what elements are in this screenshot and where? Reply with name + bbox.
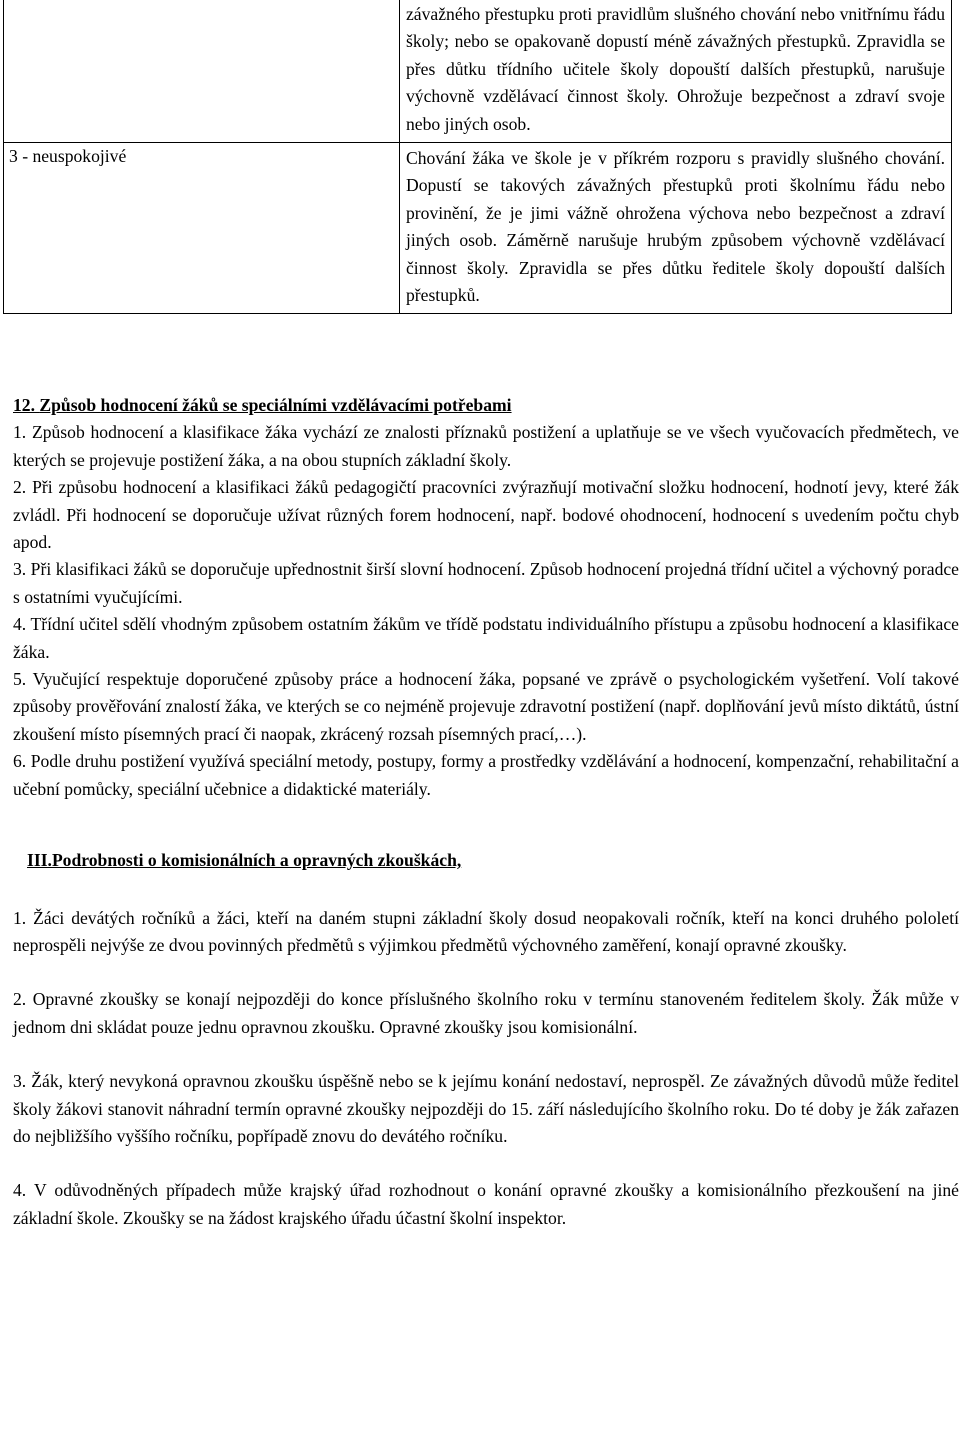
spacer <box>13 959 959 986</box>
grade-description-cell: Chování žáka ve škole je v příkrém rozporu s pravidly slušného chování. Dopustí se takových závažných přestupků proti školnímu řádu nebo provinění, že je jimi vážně ohrožena výchova nebo bezpečnost a zdraví jiných osob. Záměrně narušuje hrubým způsobem výchovně vzdělávací činnost školy. Zpravidla se přes důtku ředitele školy dopouští dalších přestupků. <box>400 143 952 314</box>
spacer <box>13 1150 959 1177</box>
spacer <box>13 875 959 905</box>
list-item: 3. Žák, který nevykoná opravnou zkoušku úspěšně nebo se k jejímu konání nedostaví, neprospěl. Ze závažných důvodů může ředitel školy žákovi stanovit náhradní termín opravné zkoušky nejpozději do 15. září následujícího školního roku. Do té doby je žák zařazen do nejbližšího vyššího ročníku, popřípadě znovu do devátého ročníku. <box>13 1071 959 1146</box>
table-row <box>4 143 952 314</box>
list-item: 5. Vyučující respektuje doporučené způsoby práce a hodnocení žáka, popsané ve zprávě o psychologickém vyšetření. Volí takové způsoby prověřování znalostí žáka, ve kterých se co nejméně projevuje zdravotní postižení (např. doplňování jevů místo diktátů, ústní zkoušení místo písemných prací či naopak, zkrácený rozsah písemných prací,…). <box>13 669 959 744</box>
list-item: 4. V odůvodněných případech může krajský úřad rozhodnout o konání opravné zkoušky a komisionálního přezkoušení na jiné základní škole. Zkoušky se na žádost krajského úřadu účastní školní inspektor. <box>13 1180 959 1228</box>
table-row <box>4 0 952 143</box>
spacer <box>13 1041 959 1068</box>
grade-label-cell: 3 - neuspokojivé <box>4 143 400 314</box>
behavior-grade-table <box>3 0 952 314</box>
grade-description-cell: závažného přestupku proti pravidlům slušného chování nebo vnitřnímu řádu školy; nebo se opakovaně dopustí méně závažných přestupků. Zpravidla se přes důtku třídního učitele školy dopouští dalších přestupků, narušuje výchovně vzdělávací činnost školy. Ohrožuje bezpečnost a zdraví svoje nebo jiných osob. <box>400 0 952 143</box>
section-iii-heading: III.Podrobnosti o komisionálních a opravných zkouškách, <box>27 850 462 871</box>
list-item: 1. Způsob hodnocení a klasifikace žáka vychází ze znalosti příznaků postižení a uplatňuje se ve všech vyučovacích předmětech, ve kterých se projevuje postižení žáka, a na obou stupních základní školy. <box>13 422 959 470</box>
section-12-heading <box>13 392 959 419</box>
main-content <box>13 392 959 1232</box>
spacer <box>13 803 959 847</box>
list-item: 6. Podle druhu postižení využívá speciální metody, postupy, formy a prostředky vzdělávání a hodnocení, kompenzační, rehabilitační a učební pomůcky, speciální učebnice a didaktické materiály. <box>13 751 959 799</box>
list-item: 4. Třídní učitel sdělí vhodným způsobem ostatním žákům ve třídě podstatu individuálního přístupu a způsobu hodnocení a klasifikace žáka. <box>13 614 959 662</box>
section-title: Způsob hodnocení žáků se speciálními vzdělávacími potřebami <box>39 395 512 415</box>
list-item: 2. Při způsobu hodnocení a klasifikaci žáků pedagogičtí pracovníci zvýrazňují motivační složku hodnocení, hodnotí jevy, které žák zvládl. Při hodnocení se doporučuje užívat různých forem hodnocení, např. bodové ohodnocení, hodnocení s uvedením počtu chyb apod. <box>13 477 959 553</box>
section-number: 12. <box>13 395 35 415</box>
grade-label-cell <box>4 0 400 143</box>
list-item: 3. Při klasifikaci žáků se doporučuje upřednostnit širší slovní hodnocení. Způsob hodnocení projedná třídní učitel a výchovný poradce s ostatními vyučujícími. <box>13 559 959 607</box>
list-item: 1. Žáci devátých ročníků a žáci, kteří na daném stupni základní školy dosud neopakovali ročník, kteří na konci druhého pololetí neprospěli nejvýše ze dvou povinných předmětů s výjimkou předmětů výchovného zaměření, konají opravné zkoušky. <box>13 907 959 955</box>
list-item: 2. Opravné zkoušky se konají nejpozději do konce příslušného školního roku v termínu stanoveném ředitelem školy. Žák může v jednom dni skládat pouze jednu opravnou zkoušku. Opravné zkoušky jsou komisionální. <box>13 989 959 1037</box>
